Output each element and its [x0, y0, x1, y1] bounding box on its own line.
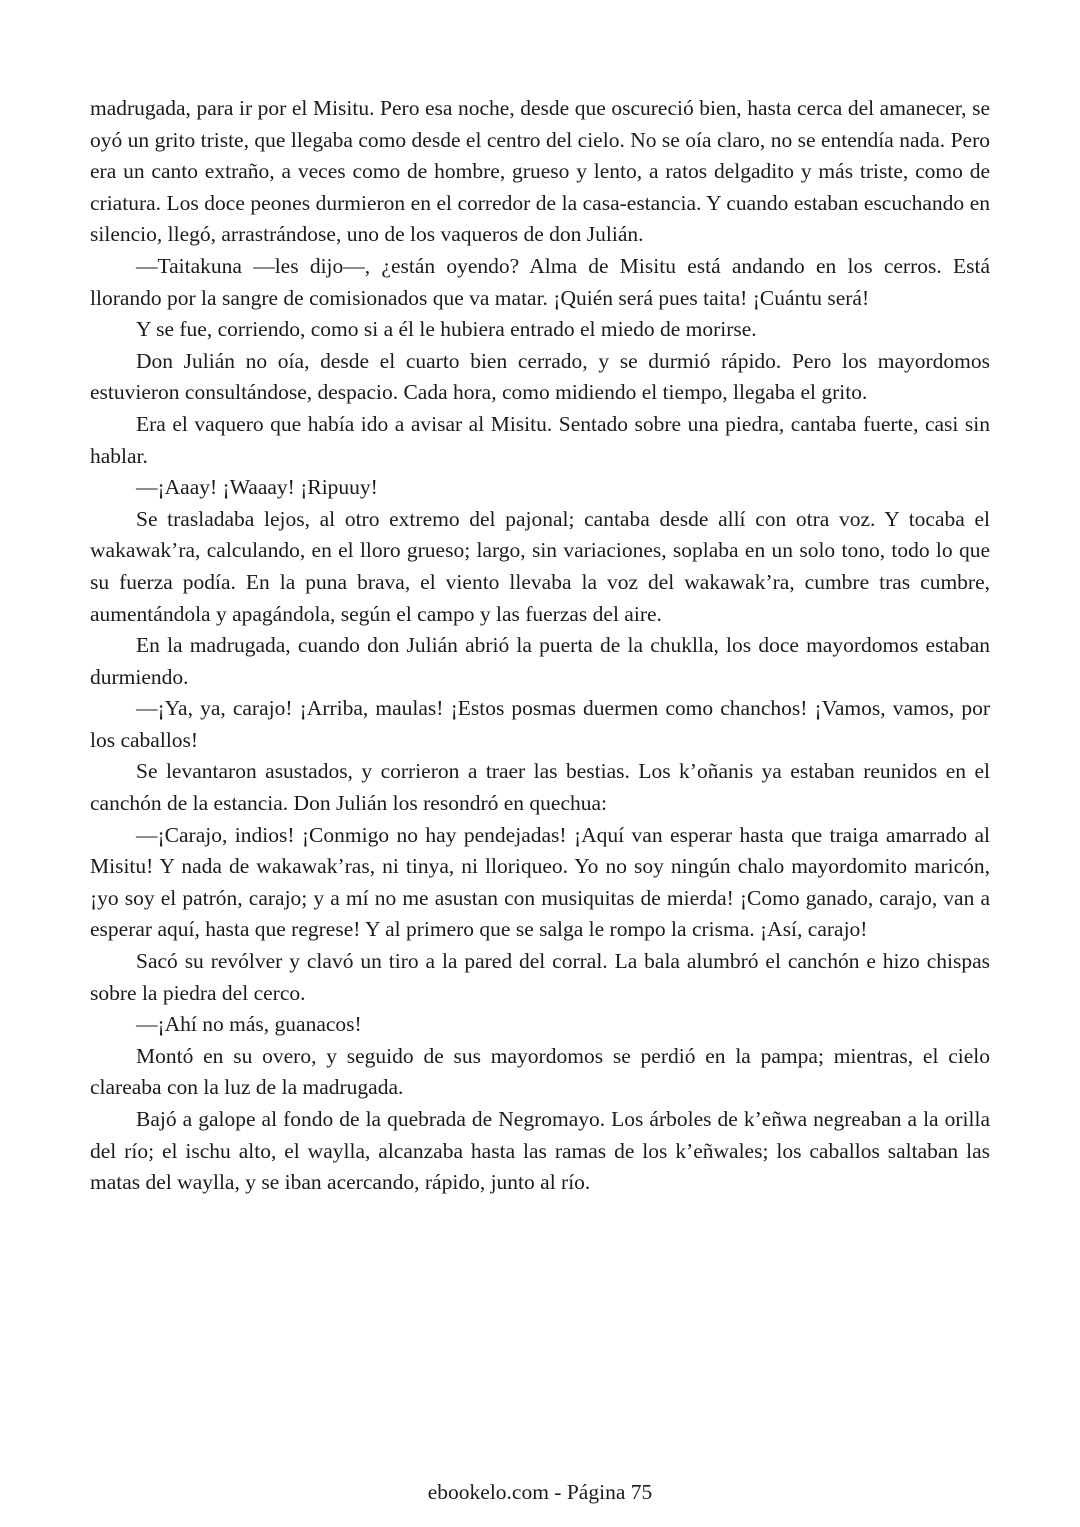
text-block — [90, 93, 990, 1199]
paragraph: Era el vaquero que había ido a avisar al Misitu. Sentado sobre una piedra, cantaba fuerte, casi sin hablar. — [90, 411, 990, 468]
paragraph: Se levantaron asustados, y corrieron a traer las bestias. Los k’oñanis ya estaban reunidos en el canchón de la estancia. Don Julián los resondró en quechua: — [90, 759, 990, 816]
paragraph: madrugada, para ir por el Misitu. Pero esa noche, desde que oscureció bien, hasta cerca del amanecer, se oyó un grito triste, que llegaba como desde el centro del cielo. No se oía claro, no se entendía nada. Pero era un canto extraño, a veces como de hombre, grueso y lento, a ratos delgadito y más triste, como de criatura. Los doce peones durmieron en el corredor de la casa-estancia. Y cuando estaban escuchando en silencio, llegó, arrastrándose, uno de los vaqueros de don Julián. — [90, 96, 990, 247]
paragraph: Montó en su overo, y seguido de sus mayordomos se perdió en la pampa; mientras, el cielo clareaba con la luz de la madrugada. — [90, 1043, 990, 1100]
paragraph: —¡Aaay! ¡Waaay! ¡Ripuuy! — [136, 475, 378, 500]
paragraph: En la madrugada, cuando don Julián abrió la puerta de la chuklla, los doce mayordomos estaban durmiendo. — [90, 633, 990, 689]
paragraph: Sacó su revólver y clavó un tiro a la pared del corral. La bala alumbró el canchón e hizo chispas sobre la piedra del cerco. — [90, 949, 990, 1005]
paragraph: Y se fue, corriendo, como si a él le hubiera entrado el miedo de morirse. — [136, 317, 757, 342]
paragraph: Se trasladaba lejos, al otro extremo del pajonal; cantaba desde allí con otra voz. Y tocaba el wakawak’ra, calculando, en el lloro grueso; largo, sin variaciones, soplaba en un solo tono, todo lo que su fuerza podía. En la puna brava, el viento llevaba la voz del wakawak’ra, cumbre tras cumbre, aumentándola y apagándola, según el campo y las fuerzas del aire. — [90, 506, 990, 626]
paragraph: —Taitakuna —les dijo—, ¿están oyendo? Alma de Misitu está andando en los cerros. Está llorando por la sangre de comisionados que va matar. ¡Quién será pues taita! ¡Cuántu será! — [90, 253, 990, 310]
paragraph: Bajó a galope al fondo de la quebrada de Negromayo. Los árboles de k’eñwa negreaban a la orilla del río; el ischu alto, el waylla, alcanzaba hasta las ramas de los k’eñwales; los caballos saltaban las matas del waylla, y se iban acercando, rápido, junto al río. — [90, 1107, 990, 1195]
paragraph: —¡Carajo, indios! ¡Conmigo no hay pendejadas! ¡Aquí van esperar hasta que traiga amarrado al Misitu! Y nada de wakawak’ras, ni tinya, ni lloriqueo. Yo no soy ningún chalo mayordomito maricón, ¡yo soy el patrón, carajo; y a mí no me asustan con musiquitas de mierda! ¡Como ganado, carajo, van a esperar aquí, hasta que regrese! Y al primero que se salga le rompo la crisma. ¡Así, carajo! — [90, 822, 990, 942]
page-footer: ebookelo.com - Página 75 — [427, 1480, 653, 1504]
paragraph: —¡Ahí no más, guanacos! — [136, 1012, 362, 1037]
paragraph: Don Julián no oía, desde el cuarto bien cerrado, y se durmió rápido. Pero los mayordomos estuvieron consultándose, despacio. Cada hora, como midiendo el tiempo, llegaba el grito. — [90, 348, 990, 405]
paragraph: —¡Ya, ya, carajo! ¡Arriba, maulas! ¡Estos posmas duermen como chanchos! ¡Vamos, vamos, por los caballos! — [90, 696, 990, 752]
